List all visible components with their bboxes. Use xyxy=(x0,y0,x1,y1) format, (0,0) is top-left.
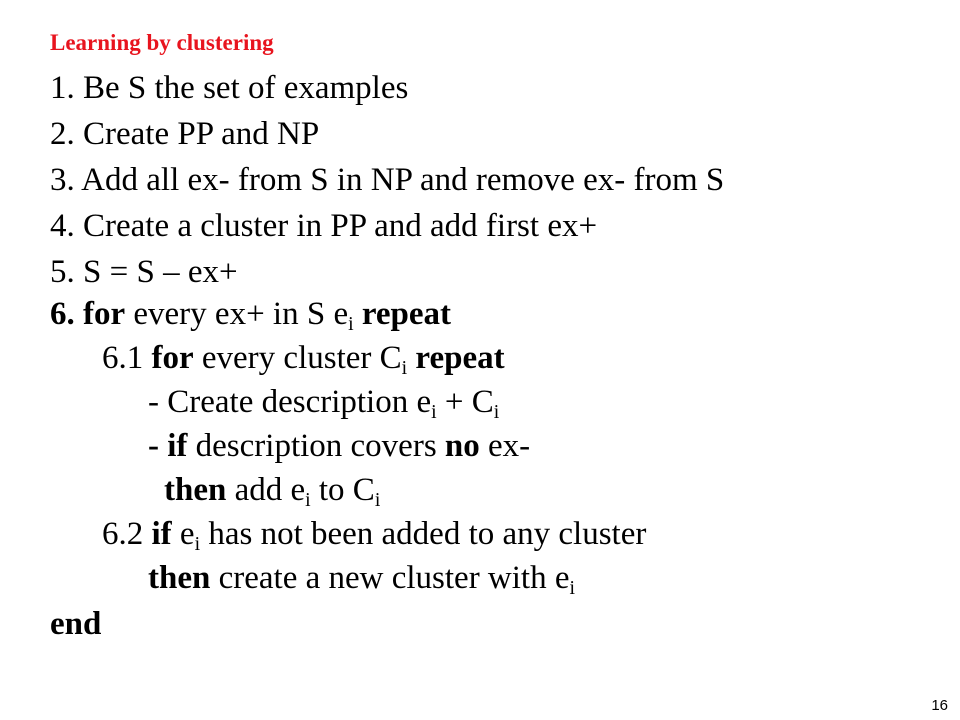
step-6-2-number: 6.2 xyxy=(102,516,152,552)
step-6-2-text: has not been added to any cluster xyxy=(200,516,647,552)
if-covers-line xyxy=(148,430,530,463)
create-description-line xyxy=(148,384,500,423)
keyword-for: for xyxy=(151,340,194,376)
step-6-2 xyxy=(102,516,647,555)
step-1: 1. Be S the set of examples xyxy=(50,70,409,106)
keyword-then: then xyxy=(148,560,211,596)
end-keyword: end xyxy=(50,606,102,642)
subscript-i: i xyxy=(401,356,408,379)
step-6-1 xyxy=(102,340,505,379)
subscript-i: i xyxy=(194,532,201,555)
subscript-i: i xyxy=(569,576,575,599)
step-3: 3. Add all ex- from S in NP and remove ex- from S xyxy=(50,162,725,198)
then-add-line xyxy=(164,472,381,511)
page-number: 16 xyxy=(931,697,948,714)
step-6-2-e: e xyxy=(171,516,195,552)
if-text: description covers xyxy=(187,428,445,464)
step-4: 4. Create a cluster in PP and add first ex+ xyxy=(50,208,598,244)
step-6-1-number: 6.1 xyxy=(102,340,152,376)
step-6 xyxy=(50,296,452,335)
keyword-repeat: repeat xyxy=(407,340,505,376)
if-end-text: ex- xyxy=(479,428,531,464)
description-text: - Create description e xyxy=(148,384,432,420)
then-create-line xyxy=(148,560,575,599)
then-create-text: create a new cluster with e xyxy=(210,560,570,596)
step-2: 2. Create PP and NP xyxy=(50,116,320,152)
subscript-i: i xyxy=(305,488,311,511)
subscript-i: i xyxy=(348,312,354,335)
then-to-text: to C xyxy=(310,472,375,508)
keyword-if: if xyxy=(151,516,172,552)
slide-title: Learning by clustering xyxy=(50,30,274,55)
step-6-keyword: 6. for xyxy=(50,296,126,332)
step-6-text: every ex+ in S e xyxy=(125,296,349,332)
step-6-1-text: every cluster C xyxy=(193,340,402,376)
subscript-i: i xyxy=(374,488,381,511)
keyword-if: - if xyxy=(148,428,188,464)
keyword-then: then xyxy=(164,472,227,508)
then-add-text: add e xyxy=(226,472,306,508)
subscript-i: i xyxy=(431,400,437,423)
keyword-no: no xyxy=(444,428,480,464)
step-6-repeat: repeat xyxy=(353,296,452,332)
description-plus: + C xyxy=(436,384,494,420)
subscript-i: i xyxy=(493,400,500,423)
step-5: 5. S = S – ex+ xyxy=(50,254,238,290)
